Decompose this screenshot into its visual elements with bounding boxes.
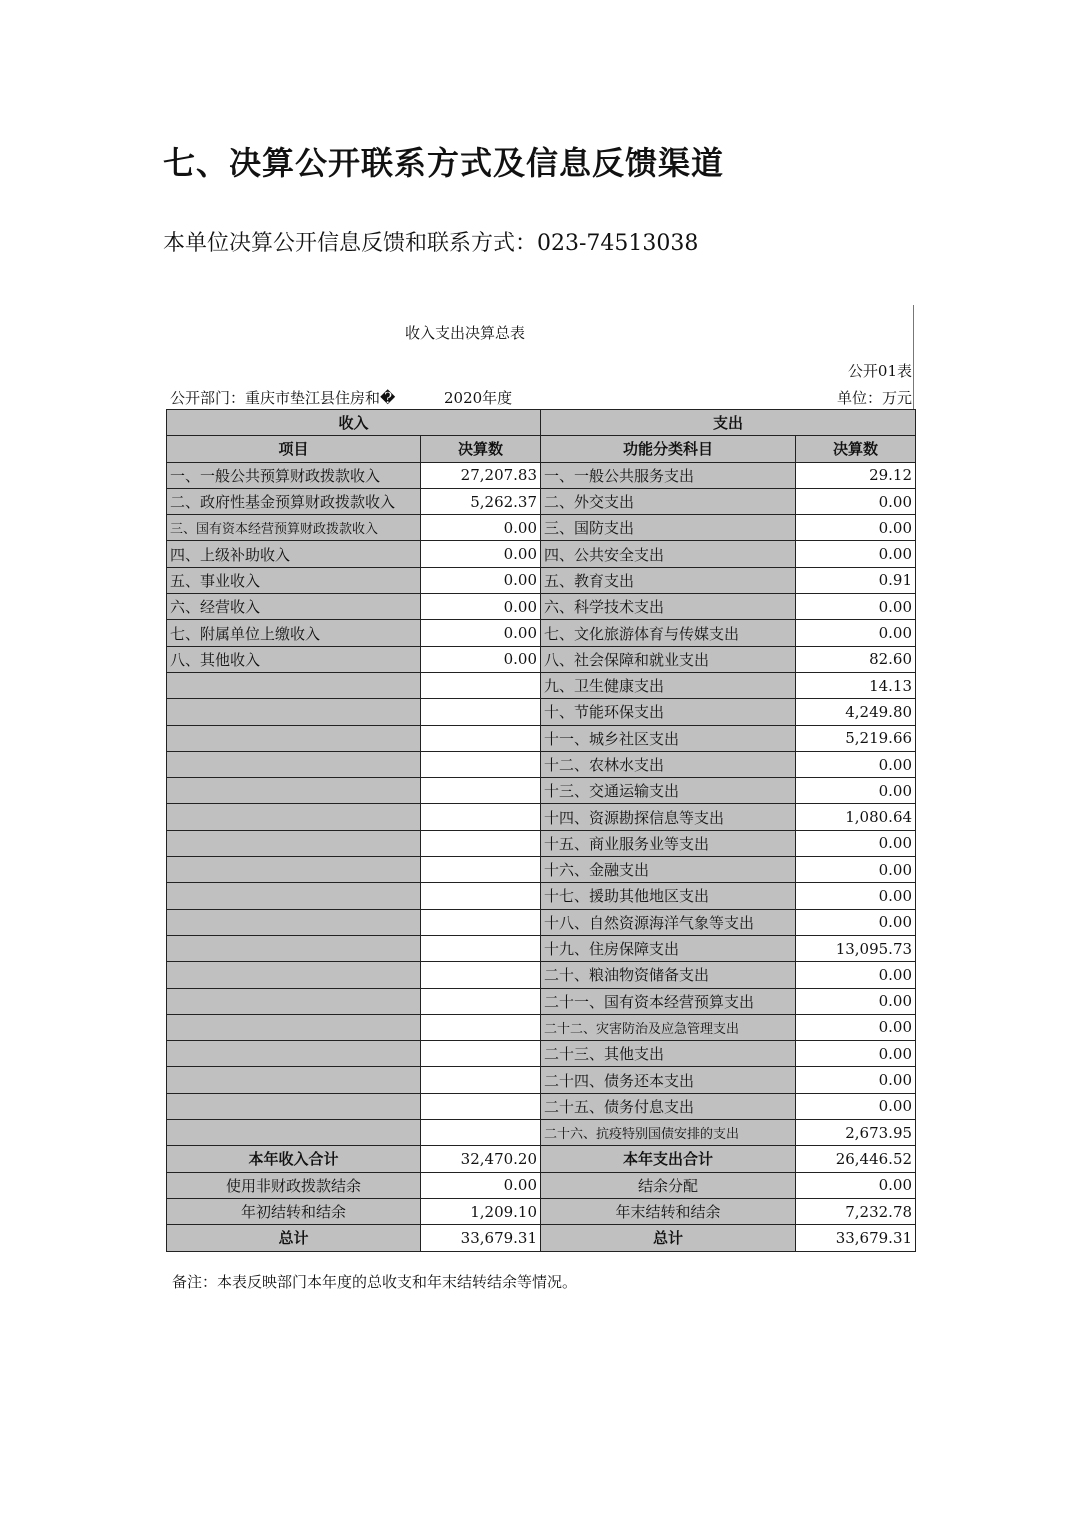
expense-value: 1,080.64 [796, 804, 916, 830]
table-row [167, 1014, 916, 1040]
expense-item: 三、国防支出 [541, 515, 796, 541]
expense-item: 十二、农林水支出 [541, 751, 796, 777]
income-item [167, 988, 421, 1014]
expense-item: 四、公共安全支出 [541, 541, 796, 567]
income-value [421, 857, 541, 883]
income-value [421, 830, 541, 856]
income-value [421, 988, 541, 1014]
summary-expense-label: 年末结转和结余 [541, 1198, 796, 1224]
income-item [167, 778, 421, 804]
summary-income-label: 总计 [167, 1225, 421, 1251]
expense-item: 二十三、其他支出 [541, 1041, 796, 1067]
summary-row [167, 1146, 916, 1172]
table-row [167, 778, 916, 804]
income-item [167, 935, 421, 961]
expense-value: 13,095.73 [796, 935, 916, 961]
income-item [167, 804, 421, 830]
expense-item: 十一、城乡社区支出 [541, 725, 796, 751]
budget-table [166, 409, 916, 1252]
income-value: 0.00 [421, 594, 541, 620]
expense-item: 十四、资源勘探信息等支出 [541, 804, 796, 830]
expense-value: 5,219.66 [796, 725, 916, 751]
summary-expense-value: 26,446.52 [796, 1146, 916, 1172]
expense-value: 0.00 [796, 830, 916, 856]
table-row [167, 1120, 916, 1146]
table-row [167, 909, 916, 935]
summary-expense-value: 7,232.78 [796, 1198, 916, 1224]
expense-header: 支出 [541, 410, 916, 436]
income-value: 0.00 [421, 515, 541, 541]
income-item [167, 1041, 421, 1067]
summary-income-value: 1,209.10 [421, 1198, 541, 1224]
income-item [167, 699, 421, 725]
table-row [167, 725, 916, 751]
income-value [421, 962, 541, 988]
income-value: 5,262.37 [421, 488, 541, 514]
income-item [167, 962, 421, 988]
expense-item: 十七、援助其他地区支出 [541, 883, 796, 909]
table-row [167, 567, 916, 593]
income-value [421, 935, 541, 961]
expense-item: 二十二、灾害防治及应急管理支出 [541, 1014, 796, 1040]
divider [913, 305, 914, 409]
income-item [167, 672, 421, 698]
income-value [421, 725, 541, 751]
table-row [167, 962, 916, 988]
table-row [167, 594, 916, 620]
expense-item: 十九、住房保障支出 [541, 935, 796, 961]
income-value [421, 699, 541, 725]
department: 公开部门：重庆市垫江县住房和� [170, 389, 396, 407]
amount-header: 决算数 [796, 436, 916, 462]
table-row [167, 857, 916, 883]
expense-value: 0.00 [796, 778, 916, 804]
expense-item: 二十、粮油物资储备支出 [541, 962, 796, 988]
income-item: 五、事业收入 [167, 567, 421, 593]
income-value [421, 778, 541, 804]
table-row [167, 1041, 916, 1067]
table-row [167, 883, 916, 909]
expense-item: 十六、金融支出 [541, 857, 796, 883]
year: 2020年度 [444, 389, 513, 407]
income-value [421, 909, 541, 935]
summary-row [167, 1172, 916, 1198]
table-row [167, 751, 916, 777]
income-value [421, 1014, 541, 1040]
expense-item: 八、社会保障和就业支出 [541, 646, 796, 672]
table-row [167, 1067, 916, 1093]
summary-income-label: 年初结转和结余 [167, 1198, 421, 1224]
table-title: 收入支出决算总表 [405, 324, 526, 342]
expense-item: 二十六、抗疫特别国债安排的支出 [541, 1120, 796, 1146]
income-value: 0.00 [421, 541, 541, 567]
expense-value: 82.60 [796, 646, 916, 672]
income-value [421, 1041, 541, 1067]
expense-item: 十、节能环保支出 [541, 699, 796, 725]
income-item: 一、一般公共预算财政拨款收入 [167, 462, 421, 488]
table-header-row [167, 410, 916, 436]
expense-value: 0.00 [796, 515, 916, 541]
income-item [167, 1120, 421, 1146]
income-value [421, 1067, 541, 1093]
income-header: 收入 [167, 410, 541, 436]
summary-income-label: 本年收入合计 [167, 1146, 421, 1172]
income-value [421, 672, 541, 698]
income-value: 0.00 [421, 567, 541, 593]
expense-item: 二、外交支出 [541, 488, 796, 514]
income-value [421, 1093, 541, 1119]
table-row [167, 804, 916, 830]
table-row [167, 830, 916, 856]
summary-income-label: 使用非财政拨款结余 [167, 1172, 421, 1198]
summary-expense-label: 结余分配 [541, 1172, 796, 1198]
table-header-row [167, 436, 916, 462]
expense-item: 一、一般公共服务支出 [541, 462, 796, 488]
function-header: 功能分类科目 [541, 436, 796, 462]
expense-value: 4,249.80 [796, 699, 916, 725]
expense-item: 十三、交通运输支出 [541, 778, 796, 804]
income-item [167, 1067, 421, 1093]
income-item [167, 909, 421, 935]
expense-value: 0.00 [796, 1093, 916, 1119]
expense-value: 0.00 [796, 1067, 916, 1093]
expense-item: 七、文化旅游体育与传媒支出 [541, 620, 796, 646]
note: 备注：本表反映部门本年度的总收支和年末结转结余等情况。 [172, 1273, 578, 1291]
table-row [167, 541, 916, 567]
expense-item: 十五、商业服务业等支出 [541, 830, 796, 856]
income-value: 0.00 [421, 646, 541, 672]
expense-item: 五、教育支出 [541, 567, 796, 593]
income-item: 八、其他收入 [167, 646, 421, 672]
summary-expense-label: 本年支出合计 [541, 1146, 796, 1172]
income-item: 七、附属单位上缴收入 [167, 620, 421, 646]
table-row [167, 699, 916, 725]
summary-income-value: 33,679.31 [421, 1225, 541, 1251]
income-item [167, 883, 421, 909]
table-row [167, 488, 916, 514]
income-item: 六、经营收入 [167, 594, 421, 620]
expense-value: 0.00 [796, 909, 916, 935]
income-item: 四、上级补助收入 [167, 541, 421, 567]
summary-income-value: 0.00 [421, 1172, 541, 1198]
table-row [167, 935, 916, 961]
unit: 单位：万元 [836, 389, 912, 407]
income-item [167, 1014, 421, 1040]
income-item [167, 751, 421, 777]
expense-value: 0.00 [796, 541, 916, 567]
income-item [167, 1093, 421, 1119]
expense-item: 十八、自然资源海洋气象等支出 [541, 909, 796, 935]
expense-item: 九、卫生健康支出 [541, 672, 796, 698]
income-value [421, 751, 541, 777]
income-value [421, 804, 541, 830]
contact-info: 本单位决算公开信息反馈和联系方式：023-74513038 [163, 231, 699, 256]
expense-value: 0.00 [796, 962, 916, 988]
table-row [167, 515, 916, 541]
summary-income-value: 32,470.20 [421, 1146, 541, 1172]
expense-value: 2,673.95 [796, 1120, 916, 1146]
amount-header: 决算数 [421, 436, 541, 462]
income-item: 三、国有资本经营预算财政拨款收入 [167, 515, 421, 541]
expense-value: 0.91 [796, 567, 916, 593]
summary-expense-value: 0.00 [796, 1172, 916, 1198]
income-item: 二、政府性基金预算财政拨款收入 [167, 488, 421, 514]
table-row [167, 1093, 916, 1119]
table-code: 公开01表 [847, 362, 912, 380]
income-value: 27,207.83 [421, 462, 541, 488]
summary-row [167, 1225, 916, 1251]
expense-value: 0.00 [796, 1041, 916, 1067]
expense-value: 14.13 [796, 672, 916, 698]
income-value: 0.00 [421, 620, 541, 646]
expense-item: 六、科学技术支出 [541, 594, 796, 620]
section-heading: 七、决算公开联系方式及信息反馈渠道 [163, 144, 725, 182]
summary-row [167, 1198, 916, 1224]
income-item [167, 857, 421, 883]
expense-value: 0.00 [796, 988, 916, 1014]
summary-expense-label: 总计 [541, 1225, 796, 1251]
summary-expense-value: 33,679.31 [796, 1225, 916, 1251]
item-header: 项目 [167, 436, 421, 462]
expense-item: 二十四、债务还本支出 [541, 1067, 796, 1093]
expense-value: 0.00 [796, 883, 916, 909]
income-item [167, 830, 421, 856]
table-row [167, 462, 916, 488]
expense-item: 二十五、债务付息支出 [541, 1093, 796, 1119]
expense-value: 0.00 [796, 488, 916, 514]
income-item [167, 725, 421, 751]
table-row [167, 646, 916, 672]
expense-value: 0.00 [796, 751, 916, 777]
table-row [167, 672, 916, 698]
expense-value: 29.12 [796, 462, 916, 488]
expense-value: 0.00 [796, 594, 916, 620]
table-row [167, 620, 916, 646]
expense-value: 0.00 [796, 857, 916, 883]
expense-value: 0.00 [796, 1014, 916, 1040]
expense-item: 二十一、国有资本经营预算支出 [541, 988, 796, 1014]
income-value [421, 1120, 541, 1146]
income-value [421, 883, 541, 909]
table-row [167, 988, 916, 1014]
expense-value: 0.00 [796, 620, 916, 646]
